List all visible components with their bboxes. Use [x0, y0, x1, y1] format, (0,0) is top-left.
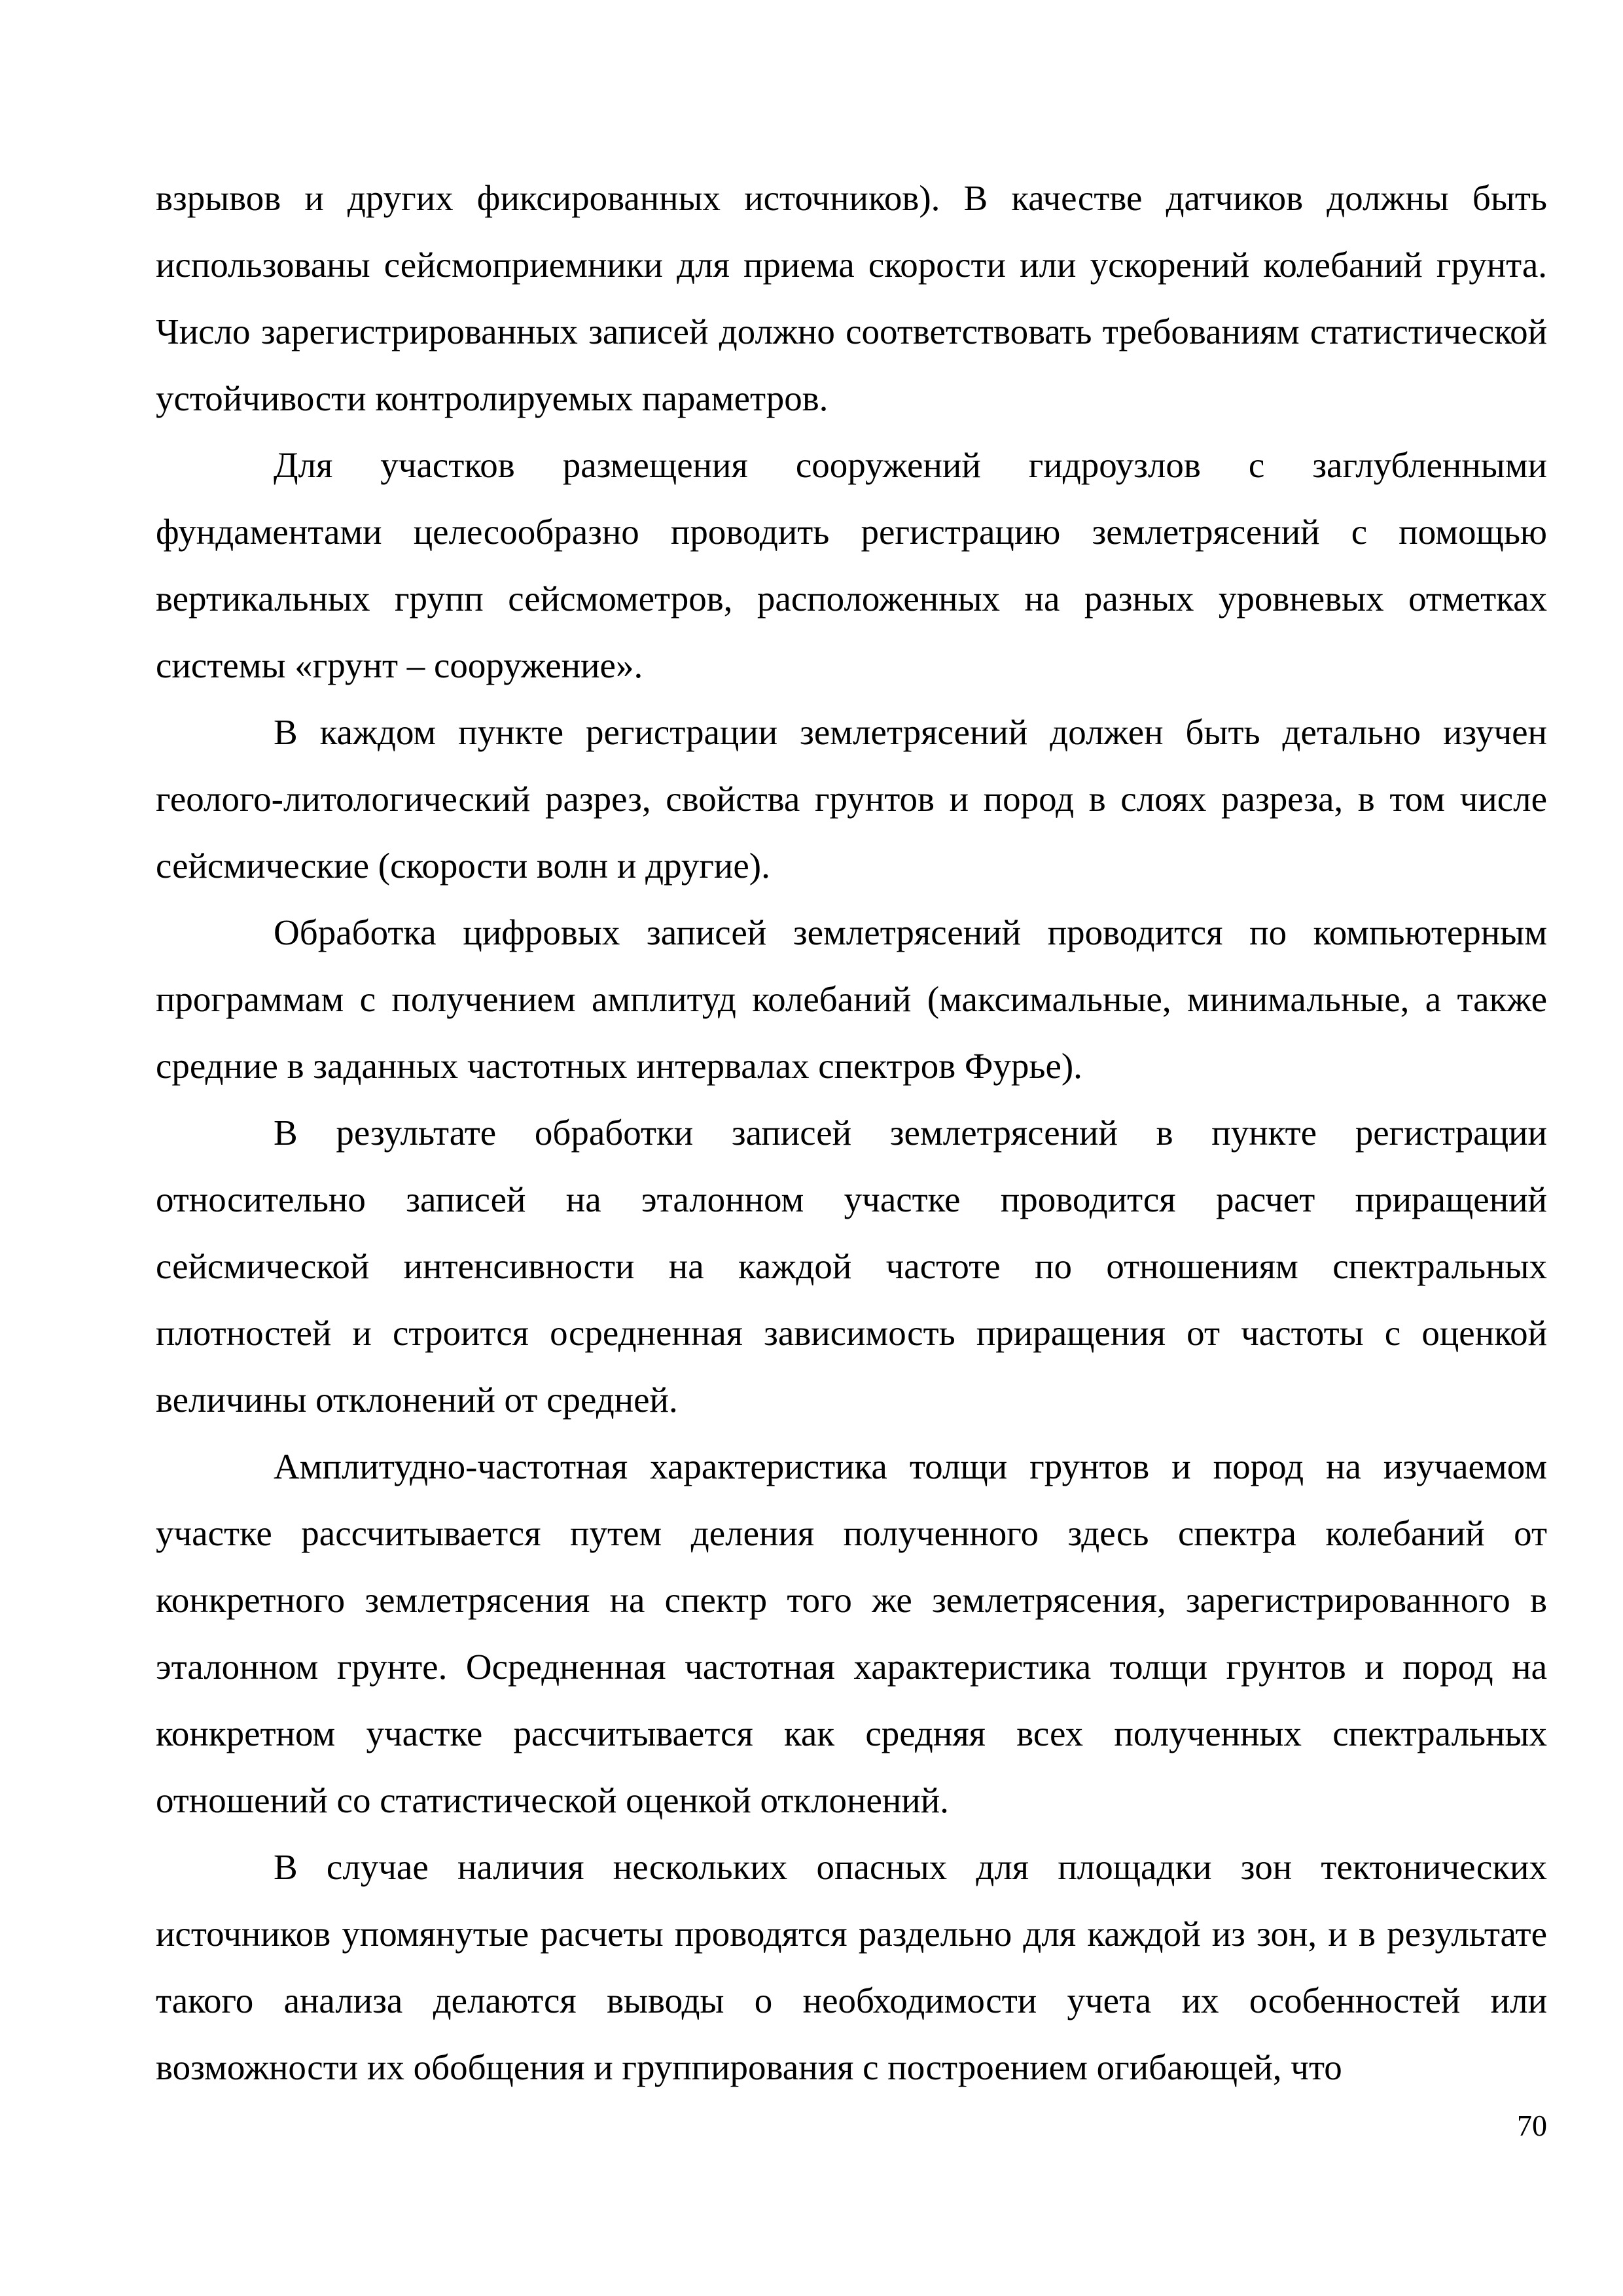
paragraph-6: Амплитудно-частотная характеристика толщи грунтов и пород на изучаемом участке рассчитывается путем деления полученного здесь спектра колебаний от конкретного землетрясения на спектр того же землетрясения, зарегистрированного в эталонном грунте. Осредненная частотная характеристика толщи грунтов и пород на конкретном участке рассчитывается как средняя всех полученных спектральных отношений со статистической оценкой отклонений. [156, 1446, 1547, 1820]
paragraph-7: В случае наличия нескольких опасных для площадки зон тектонических источников упомянутые расчеты проводятся раздельно для каждой из зон, и в результате такого анализа делаются выводы о необходимости учета их особенностей или возможности их обобщения и группирования с построением огибающей, что [156, 1847, 1547, 2087]
paragraph-1: взрывов и других фиксированных источников). В качестве датчиков должны быть использованы сейсмоприемники для приема скорости или ускорений колебаний грунта. Число зарегистрированных записей должно соответствовать требованиям статистической устойчивости контролируемых параметров. [156, 178, 1547, 418]
page-number: 70 [1517, 2109, 1547, 2142]
paragraph-2: Для участков размещения сооружений гидроузлов с заглубленными фундаментами целесообразно проводить регистрацию землетрясений с помощью вертикальных групп сейсмометров, расположенных на разных уровневых отметках системы «грунт – сооружение». [156, 445, 1547, 685]
page-body [156, 165, 1547, 2101]
paragraph-4: Обработка цифровых записей землетрясений проводится по компьютерным программам с получением амплитуд колебаний (максимальные, минимальные, а также средние в заданных частотных интервалах спектров Фурье). [156, 912, 1547, 1086]
paragraph-5: В результате обработки записей землетрясений в пункте регистрации относительно записей на эталонном участке проводится расчет приращений сейсмической интенсивности на каждой частоте по отношениям спектральных плотностей и строится осредненная зависимость приращения от частоты с оценкой величины отклонений от средней. [156, 1113, 1547, 1420]
paragraph-3: В каждом пункте регистрации землетрясений должен быть детально изучен геолого-литологический разрез, свойства грунтов и пород в слоях разреза, в том числе сейсмические (скорости волн и другие). [156, 712, 1547, 886]
